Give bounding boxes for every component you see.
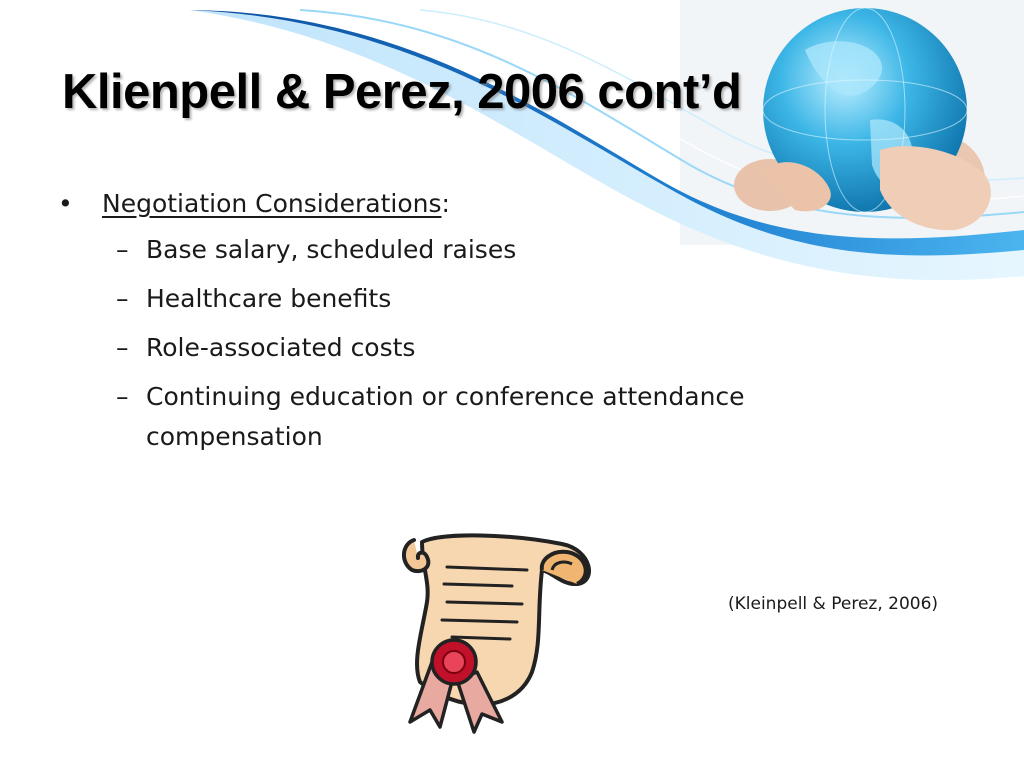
bullet-marker: •: [58, 189, 73, 218]
bullet-heading: Negotiation Considerations: [102, 189, 442, 218]
sub-bullet-text: Base salary, scheduled raises: [146, 235, 517, 264]
bullet-heading-suffix: :: [441, 189, 450, 218]
sub-bullet-item: [116, 279, 878, 319]
sub-bullet-list: [58, 230, 878, 457]
bullet-list: [58, 182, 878, 466]
bullet-item: [58, 182, 878, 226]
sub-bullet-item: [116, 328, 878, 368]
sub-bullet-marker: –: [116, 382, 129, 411]
sub-bullet-item: [116, 230, 878, 270]
scroll-diploma-icon: [392, 522, 622, 742]
citation: (Kleinpell & Perez, 2006): [728, 594, 939, 614]
sub-bullet-marker: –: [116, 235, 129, 264]
sub-bullet-text: Continuing education or conference attendance compensation: [146, 382, 745, 451]
sub-bullet-marker: –: [116, 284, 129, 313]
slide-title: Klienpell & Perez, 2006 cont’d: [62, 65, 742, 119]
sub-bullet-text: Healthcare benefits: [146, 284, 392, 313]
sub-bullet-text: Role-associated costs: [146, 333, 416, 362]
sub-bullet-item: [116, 377, 878, 457]
sub-bullet-marker: –: [116, 333, 129, 362]
